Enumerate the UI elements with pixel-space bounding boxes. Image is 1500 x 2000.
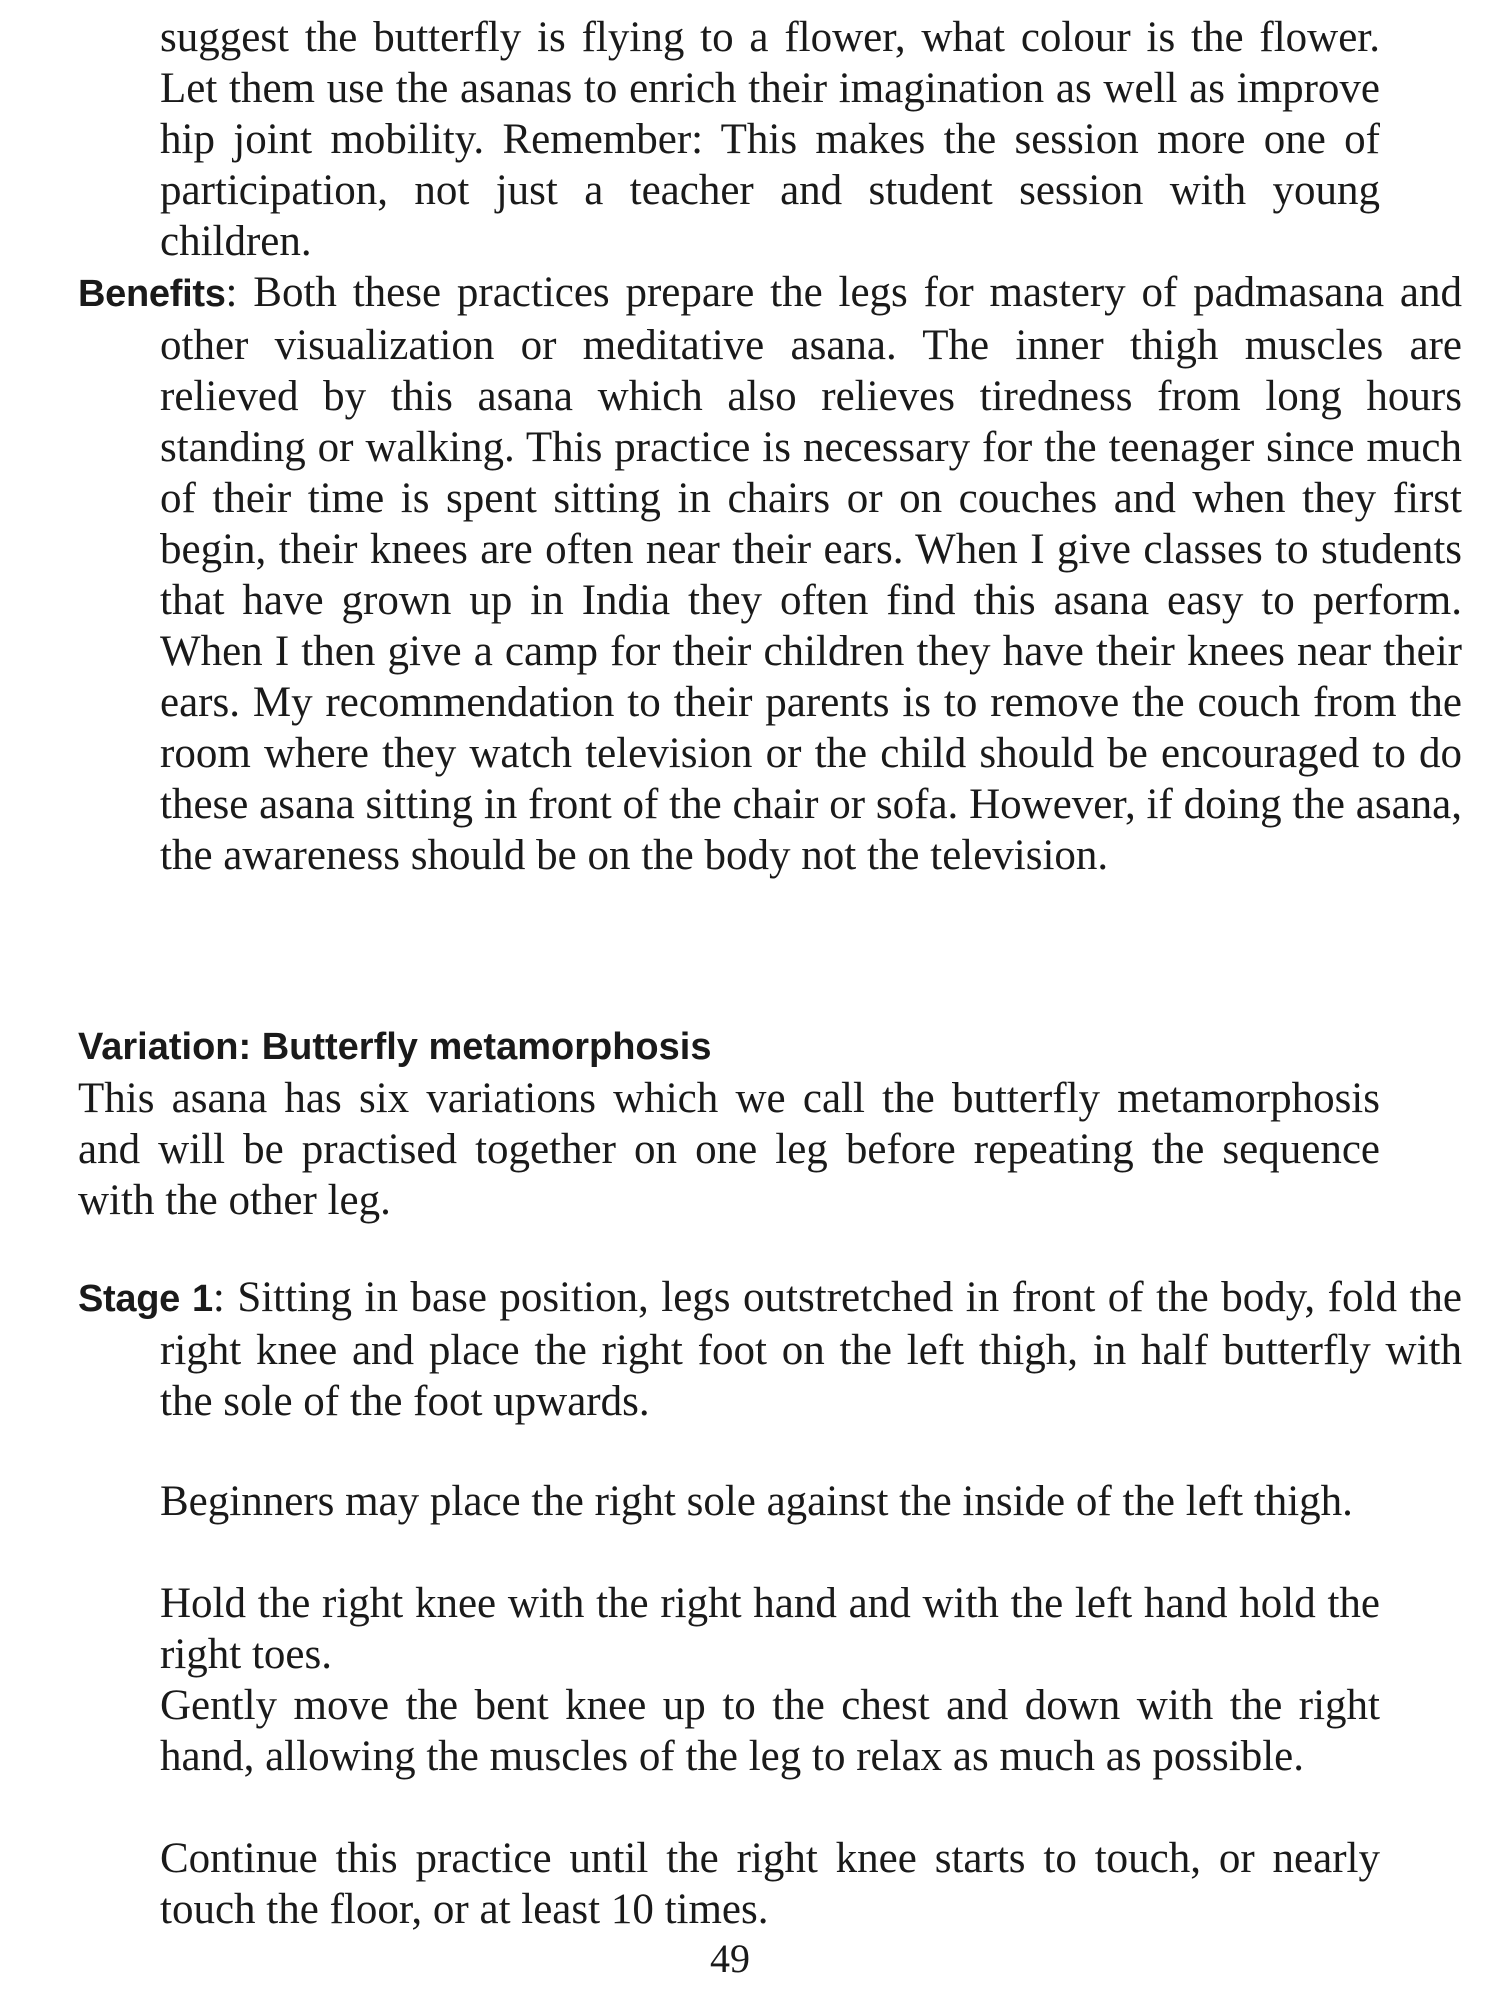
stage1-step: Continue this practice until the right knee starts to touch, or nearly touch the floor, or at least 10 times.: [160, 1835, 1380, 1933]
stage1-label: Stage 1: [78, 1278, 213, 1320]
stage1-paragraph: [78, 1272, 1462, 1427]
stage1-separator: :: [212, 1274, 225, 1321]
benefits-text: Both these practices prepare the legs for mastery of padmasana and other visualization or meditative asana. The inner thigh muscles are relieved by this asana which also relieves tiredness from long hours standing or walking. This practice is necessary for the teenager since much of their time is spent sitting in chairs or on couches and when they first begin, their knees are often near their ears. When I give classes to students that have grown up in India they often find this asana easy to perform. When I then give a camp for their children they have their knees near their ears. My recommendation to their parents is to remove the couch from the room where they watch television or the child should be encouraged to do these asana sitting in front of the chair or sofa. However, if doing the asana, the awareness should be on the body not the television.: [160, 269, 1462, 879]
stage1-step: Gently move the bent knee up to the chest and down with the right hand, allowing the muscles of the leg to relax as much as possible.: [160, 1682, 1380, 1780]
intro-paragraph: suggest the butterfly is flying to a flower, what colour is the flower. Let them use the asanas to enrich their imagination as well as improve hip joint mobility. Remember: This makes the session more one of participation, not just a teacher and student session with young children.: [160, 14, 1380, 265]
stage1-text: Sitting in base position, legs outstretched in front of the body, fold the right knee and place the right foot on the left thigh, in half butterfly with the sole of the foot upwards.: [160, 1274, 1462, 1425]
benefits-paragraph: [78, 267, 1462, 881]
benefits-separator: :: [225, 269, 238, 316]
benefits-label: Benefits: [78, 273, 226, 315]
variation-heading: Variation: Butterfly metamorphosis: [78, 1026, 712, 1068]
stage1-step: Hold the right knee with the right hand and with the left hand hold the right toes.: [160, 1580, 1380, 1678]
stage1-step: Beginners may place the right sole against the inside of the left thigh.: [160, 1478, 1353, 1525]
page-number: 49: [710, 1936, 750, 1981]
variation-paragraph: This asana has six variations which we call the butterfly metamorphosis and will be practised together on one leg before repeating the sequence with the other leg.: [78, 1075, 1380, 1224]
